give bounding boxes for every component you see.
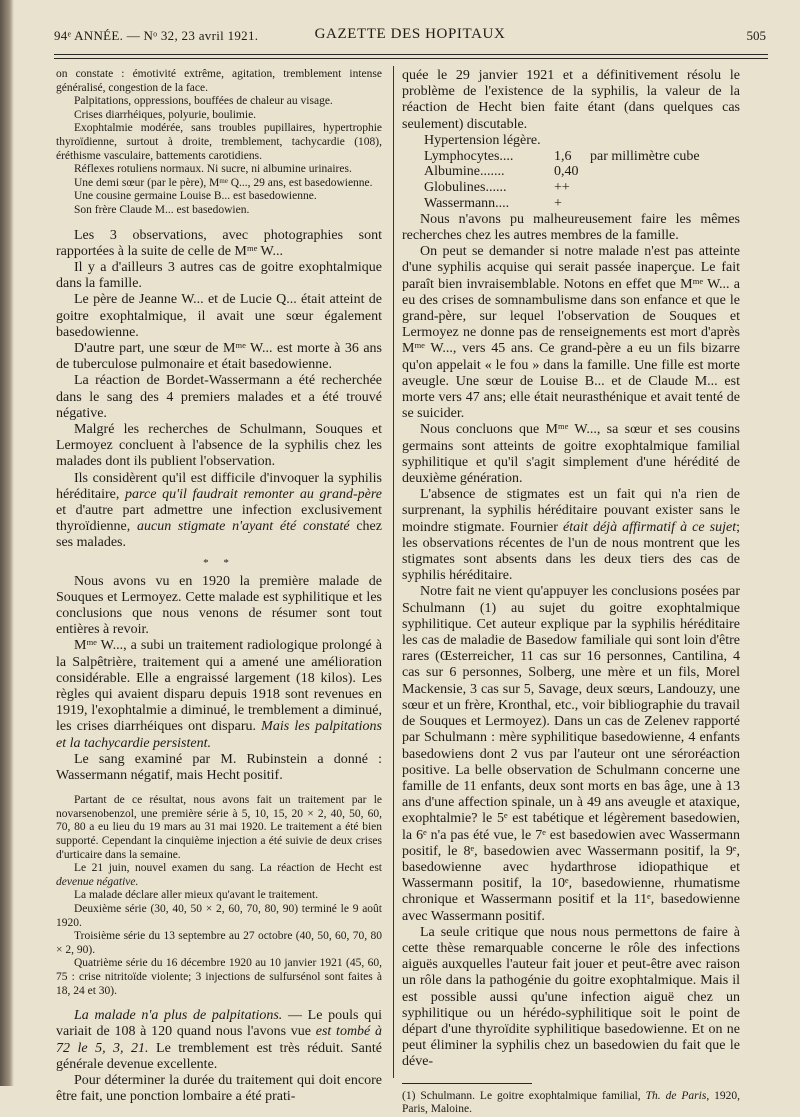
case-paragraph: Crises diarrhéiques, polyurie, boulimie. (74, 108, 257, 121)
treatment-paragraph: Le 21 juin, nouvel examen du sang. La réaction de Hecht est devenue négative. (56, 862, 382, 888)
case-paragraph: Exophtalmie modérée, sans troubles pupillaires, hypertrophie thyroïdienne, surtout à droite, tremblement, tachycardie (108), éréthisme vasculaire, battements carotidiens. (56, 122, 382, 162)
page-header (54, 22, 766, 46)
body-paragraph: Il y a d'ailleurs 3 autres cas de goitre exophtalmique dans la famille. (56, 259, 382, 292)
lab-row: Globulines...... ++ (424, 180, 570, 196)
issue-info: 94ᵉ ANNÉE. — Nᵒ 32, 23 avril 1921. (54, 28, 259, 43)
footnote-rule (402, 1083, 532, 1084)
body-paragraph: La seule critique que nous nous permettons de faire à cette thèse remarquable concerne le rôle des infections aiguës auxquelles l'auteur fait jouer et peut-être avec raison un rôle dans la pathogénie du goitre exophtalmique. Mais il est possible aussi qu'une infection aiguë chez un syphilitique ou un hérédo-syphilitique soit le point de départ d'une thyroïdite syphilitique basedowienne. Et on ne peut éliminer la syphilis chez un basedowien du fait que le déve- (402, 924, 740, 1070)
case-paragraph: Une demi sœur (par le père), Mᵐᵉ Q..., 29 ans, est basedowienne. (74, 176, 373, 189)
body-paragraph: Ils considèrent qu'il est difficile d'invoquer la syphilis héréditaire, parce qu'il faudrait remonter au grand-père et d'autre part admettre une infection exclusivement thyroïdienne, aucun stigmate n'ayant été constaté chez ses malades. (56, 470, 382, 551)
body-paragraph: La malade n'a plus de palpitations. — Le pouls qui variait de 108 à 120 quand nous l'avons vue est tombé à 72 le 5, 3, 21. Le tremblement est très réduit. Santé générale devenue excellente. (56, 1008, 383, 1072)
journal-title: GAZETTE DES HOPITAUX (314, 26, 506, 42)
section-separator: * * (203, 556, 235, 569)
body-paragraph: Notre fait ne vient qu'appuyer les conclusions posées par Schulmann (1) au sujet du goitre exophtalmique syphilitique. Cet auteur explique par la syphilis héréditaire les cas de maladie de Basedow familiale qui sont loin d'être rares (Œsterreicher, 11 cas sur 16 personnes, Cantilina, 4 cas sur 6 personnes, Solberg, une mère et un fils, Morel Mackensie, 3 cas sur 5, Savage, deux sœurs, Landouzy, une sœur et un frère, Kronthal, etc., voir bibliographie du travail de Souques et Lermoyez). Dans un cas de Zelenev rapporté par Schulmann : mère syphilitique basedowienne, 4 enfants basedowiens dont 2 vus par l'auteur ont une séroréaction positive. La belle observation de Schulmann concerne une famille de 11 enfants, deux sont morts en bas âge, une à 13 ans d'une affection spinale, un à 49 ans aveugle et ataxique, exophtalmie? le 5ᵉ est tabétique et légèrement basedowien, la 6ᵉ n'a pas été vue, le 7ᵉ est basedowien avec Wassermann positif, le 8ᵉ, basedowien avec Wassermann positif, la 9ᵉ, basedowienne avec hydarthrose idiopathique et Wassermann positif, la 10ᵉ, basedowienne, rhumatisme chronique et Wassermann positif et la 11ᵉ, basedowienne avec Wassermann positif. (402, 584, 740, 924)
treatment-paragraph: Partant de ce résultat, nous avons fait un traitement par le novarsenobenzol, une première série à 5, 10, 15, 20 × 2, 40, 50, 60, 70, 80 a eu lieu du 19 mars au 31 mai 1920. Le traitement a été bien supporté. Cependant la cinquième injection a été suivie de deux crises d'urticaire dans la semaine. (56, 794, 382, 861)
body-paragraph: Le sang examiné par M. Rubinstein a donné : Wassermann négatif, mais Hecht positif. (56, 751, 382, 784)
body-paragraph: Malgré les recherches de Schulmann, Souques et Lermoyez concluent à l'absence de la syphilis chez les malades dont ils publient l'observation. (56, 421, 382, 470)
page-number: 505 (746, 28, 766, 43)
page-binding-edge (0, 0, 14, 1086)
left-column (56, 68, 382, 1105)
body-paragraph: Mᵐᵉ W..., a subi un traitement radiologique prolongé à la Salpêtrière, traitement qui a amené une amélioration considérable. Elle a engraissé largement (18 kilos). Les règles qui avaient disparu depuis 1918 sont revenues en 1919, l'exophtalmie a diminué, le tremblement a diminué, les crises diarrhéiques ont disparu. Mais les palpitations et la tachycardie persistent. (56, 638, 382, 751)
body-paragraph: L'absence de stigmates est un fait qui n'a rien de surprenant, la syphilis héréditaire pouvant exister sans le moindre stigmate. Fournier était déjà affirmatif à ce sujet; les observations récentes de l'un de nous montrent que les stigmates sont absents dans les deux tiers des cas de syphilis héréditaire. (402, 487, 740, 584)
body-paragraph: quée le 29 janvier 1921 et a définitivement résolu le problème de l'existence de la syphilis, la valeur de la réaction de Hecht bien faite étant (dans quelques cas seulement) discutable. (402, 68, 740, 132)
header-rule (54, 54, 768, 55)
case-paragraph: Une cousine germaine Louise B... est basedowienne. (74, 190, 317, 203)
footnote: (1) Schulmann. Le goitre exophtalmique familial, Th. de Paris, 1920, Paris, Maloine. (402, 1089, 741, 1116)
column-divider (393, 66, 394, 1078)
case-paragraph: Son frère Claude M... est basedowien. (74, 203, 250, 216)
body-paragraph: Nous n'avons pu malheureusement faire les mêmes recherches chez les autres membres de la famille. (402, 211, 740, 243)
lab-row: Albumine....... 0,40 (424, 164, 579, 180)
body-paragraph: Nous avons vu en 1920 la première malade de Souques et Lermoyez. Cette malade est syphilitique et les conclusions que nous venons de résumer sont tout entières à revoir. (56, 573, 382, 638)
case-paragraph: on constate : émotivité extrême, agitation, tremblement intense généralisé, congestion de la face. (56, 68, 382, 94)
body-paragraph: La réaction de Bordet-Wassermann a été recherchée dans le sang des 4 premiers malades et a été trouvé négative. (56, 373, 382, 421)
body-paragraph: Nous concluons que Mᵐᵉ W..., sa sœur et ses cousins germains sont atteints de goitre exophtalmique familial syphilitique et qu'il s'agit simplement d'une hérédité de deuxième génération. (402, 422, 740, 487)
lab-results (424, 133, 740, 212)
body-paragraph: On peut se demander si notre malade n'est pas atteinte d'une syphilis acquise qui serait passée inaperçue. Le fait paraît bien invraisemblable. Notons en effet que Mᵐᵉ W... a eu des crises de somnambulisme dans son enfance et que le grand-père, sur lequel l'observation de Souques et Lermoyez ne donne pas de renseignements est mort d'après Mᵐᵉ W..., vers 45 ans. Ce grand-père a eu un fils bizarre qu'on appelait « le fou » dans la famille. Une fille est morte aveugle. Une sœur de Louise B... et de Claude M... est morte vers 47 ans; elle était neurasthénique et avait tenté de se suicider. (402, 244, 740, 422)
right-column (402, 68, 740, 1117)
body-paragraph: Les 3 observations, avec photographies sont rapportées à la suite de celle de Mᵐᵉ W... (56, 227, 382, 259)
body-paragraph: Le père de Jeanne W... et de Lucie Q... était atteint de goitre exophtalmique, il avait une sœur également basedowienne. (56, 292, 382, 340)
lab-row: Wassermann.... + (424, 196, 562, 211)
treatment-paragraph: Deuxième série (30, 40, 50 × 2, 60, 70, 80, 90) terminé le 9 août 1920. (56, 902, 382, 929)
lab-row: Lymphocytes.... 1,6 par millimètre cube (424, 148, 700, 164)
header-rule-thin (54, 58, 768, 59)
lab-results-title: Hypertension légère. (424, 132, 541, 148)
body-paragraph: Pour déterminer la durée du traitement qui doit encore être fait, une ponction lombaire a été prati- (56, 1072, 382, 1105)
case-paragraph: Palpitations, oppressions, bouffées de chaleur au visage. (74, 95, 333, 108)
treatment-paragraph: La malade déclare aller mieux qu'avant le traitement. (74, 889, 319, 902)
treatment-paragraph: Quatrième série du 16 décembre 1920 au 10 janvier 1921 (45, 60, 75 : crise nitritoïde violente; 3 injections de sulfursénol sont faites à 18, 24 et 30). (56, 957, 382, 997)
case-paragraph: Réflexes rotuliens normaux. Ni sucre, ni albumine urinaires. (74, 163, 352, 176)
treatment-paragraph: Troisième série du 13 septembre au 27 octobre (40, 50, 60, 70, 80 × 2, 90). (56, 930, 382, 956)
body-paragraph: D'autre part, une sœur de Mᵐᵉ W... est morte à 36 ans de tuberculose pulmonaire et était basedowienne. (56, 340, 382, 373)
